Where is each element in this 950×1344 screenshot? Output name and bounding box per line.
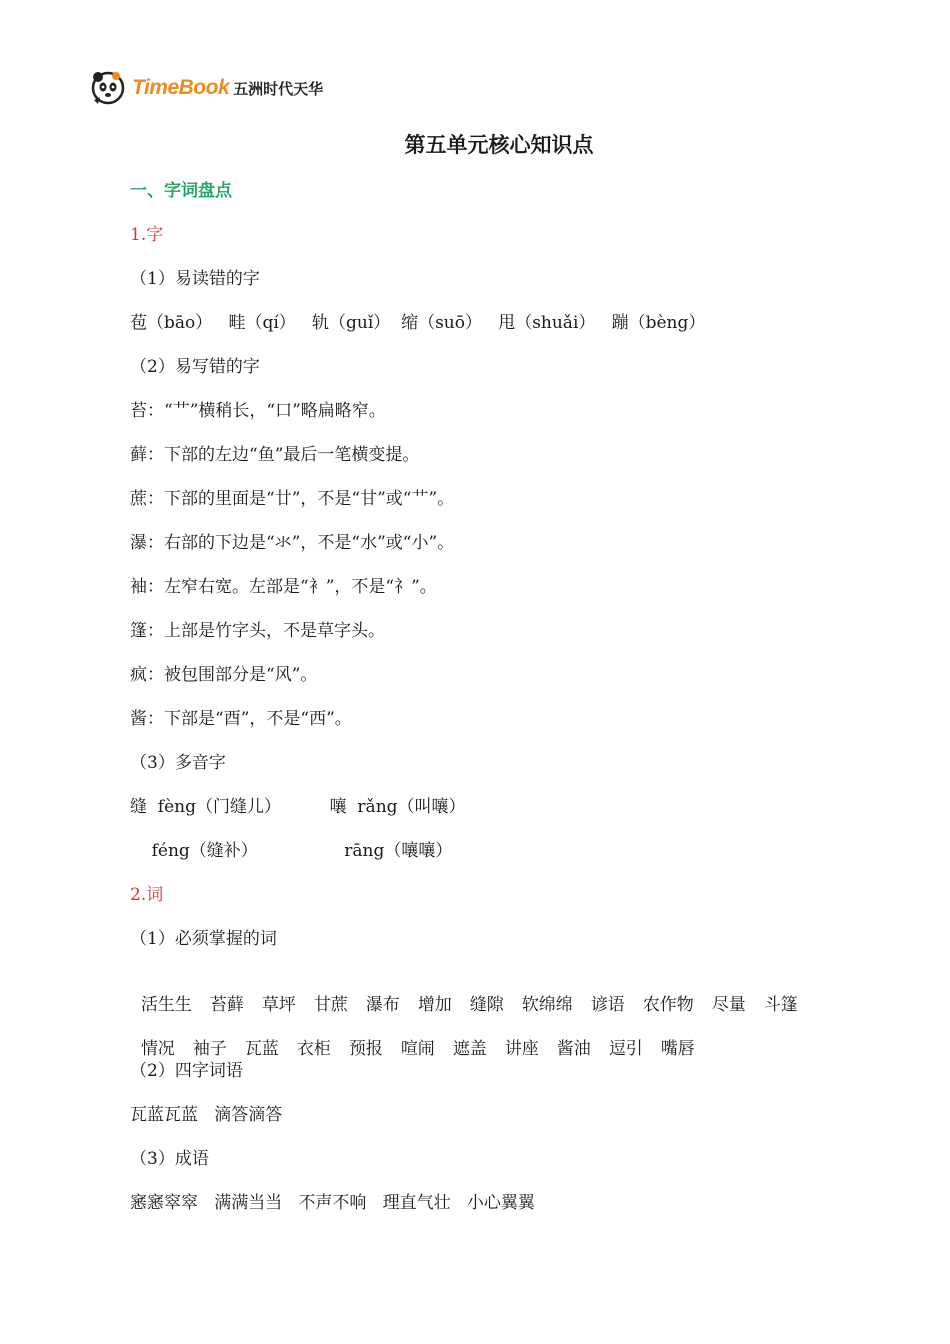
word-item: 情况 [140,1039,175,1059]
word-item: 苔藓 [209,995,244,1015]
heading-must-master-words: （1）必须掌握的词 [130,929,277,949]
word-item: 逗引 [608,1039,643,1059]
word-item: 袖子 [192,1039,227,1059]
word-item: 衣柜 [296,1039,331,1059]
writing-note: 酱：下部是“酉”，不是“西”。 [130,709,352,729]
section-heading-vocabulary: 一、字词盘点 [130,181,232,201]
word-item: 斗篷 [763,995,798,1015]
misread-characters-line: 苞（bāo） 畦（qí） 轨（guǐ） 缩（suō） 甩（shuǎi） 蹦（bèng） [130,313,706,333]
word-item: 增加 [417,995,452,1015]
word-list-row [130,972,798,1016]
writing-note: 袖：左窄右宽。左部是“衤”，不是“礻”。 [130,577,437,597]
writing-note: 苔：“艹”横稍长，“口”略扁略窄。 [130,401,386,421]
word-item: 活生生 [140,995,192,1015]
word-item: 喧闹 [400,1039,435,1059]
panda-mascot-icon [90,70,128,106]
heading-four-character-words: （2）四字词语 [130,1061,243,1081]
document-title: 第五单元核心知识点 [404,133,594,157]
word-item: 瀑布 [365,995,400,1015]
writing-note: 藓：下部的左边“鱼”最后一笔横变提。 [130,445,420,465]
word-item: 遮盖 [452,1039,487,1059]
heading-easy-miswritten: （2）易写错的字 [130,357,260,377]
word-item: 草坪 [261,995,296,1015]
brand-name: TimeBook [132,76,230,99]
word-item: 缝隙 [469,995,504,1015]
heading-idioms: （3）成语 [130,1149,209,1169]
word-item: 瓦蓝 [244,1039,279,1059]
brand-name-chinese: 五洲时代天华 [233,79,324,98]
writing-note: 瀑：右部的下边是“氺”，不是“水”或“小”。 [130,533,455,553]
polyphonic-row: féng（缝补） rāng（嚷嚷） [130,841,453,861]
subheading-characters: 1.字 [130,225,164,245]
word-item: 软绵绵 [521,995,573,1015]
word-item: 甘蔗 [313,995,348,1015]
word-list-row [130,1016,713,1060]
subheading-words: 2.词 [130,885,164,905]
writing-note: 疯：被包围部分是“风”。 [130,665,318,685]
word-item: 谚语 [590,995,625,1015]
timebook-logo [90,70,323,106]
writing-note: 篷：上部是竹字头，不是草字头。 [130,621,385,641]
word-item: 农作物 [642,995,694,1015]
word-item: 嘴唇 [660,1039,695,1059]
idioms-line: 窸窸窣窣 满满当当 不声不响 理直气壮 小心翼翼 [130,1193,535,1213]
word-item: 尽量 [711,995,746,1015]
writing-note: 蔗：下部的里面是“廿”，不是“甘”或“艹”。 [130,489,455,509]
word-item: 酱油 [556,1039,591,1059]
heading-polyphonic: （3）多音字 [130,753,226,773]
polyphonic-row: 缝 fèng（门缝儿） 嚷 rǎng（叫嚷） [130,797,466,817]
word-item: 讲座 [504,1039,539,1059]
word-item: 预报 [348,1039,383,1059]
four-character-words-line: 瓦蓝瓦蓝 滴答滴答 [130,1105,283,1125]
heading-easy-misread: （1）易读错的字 [130,269,260,289]
